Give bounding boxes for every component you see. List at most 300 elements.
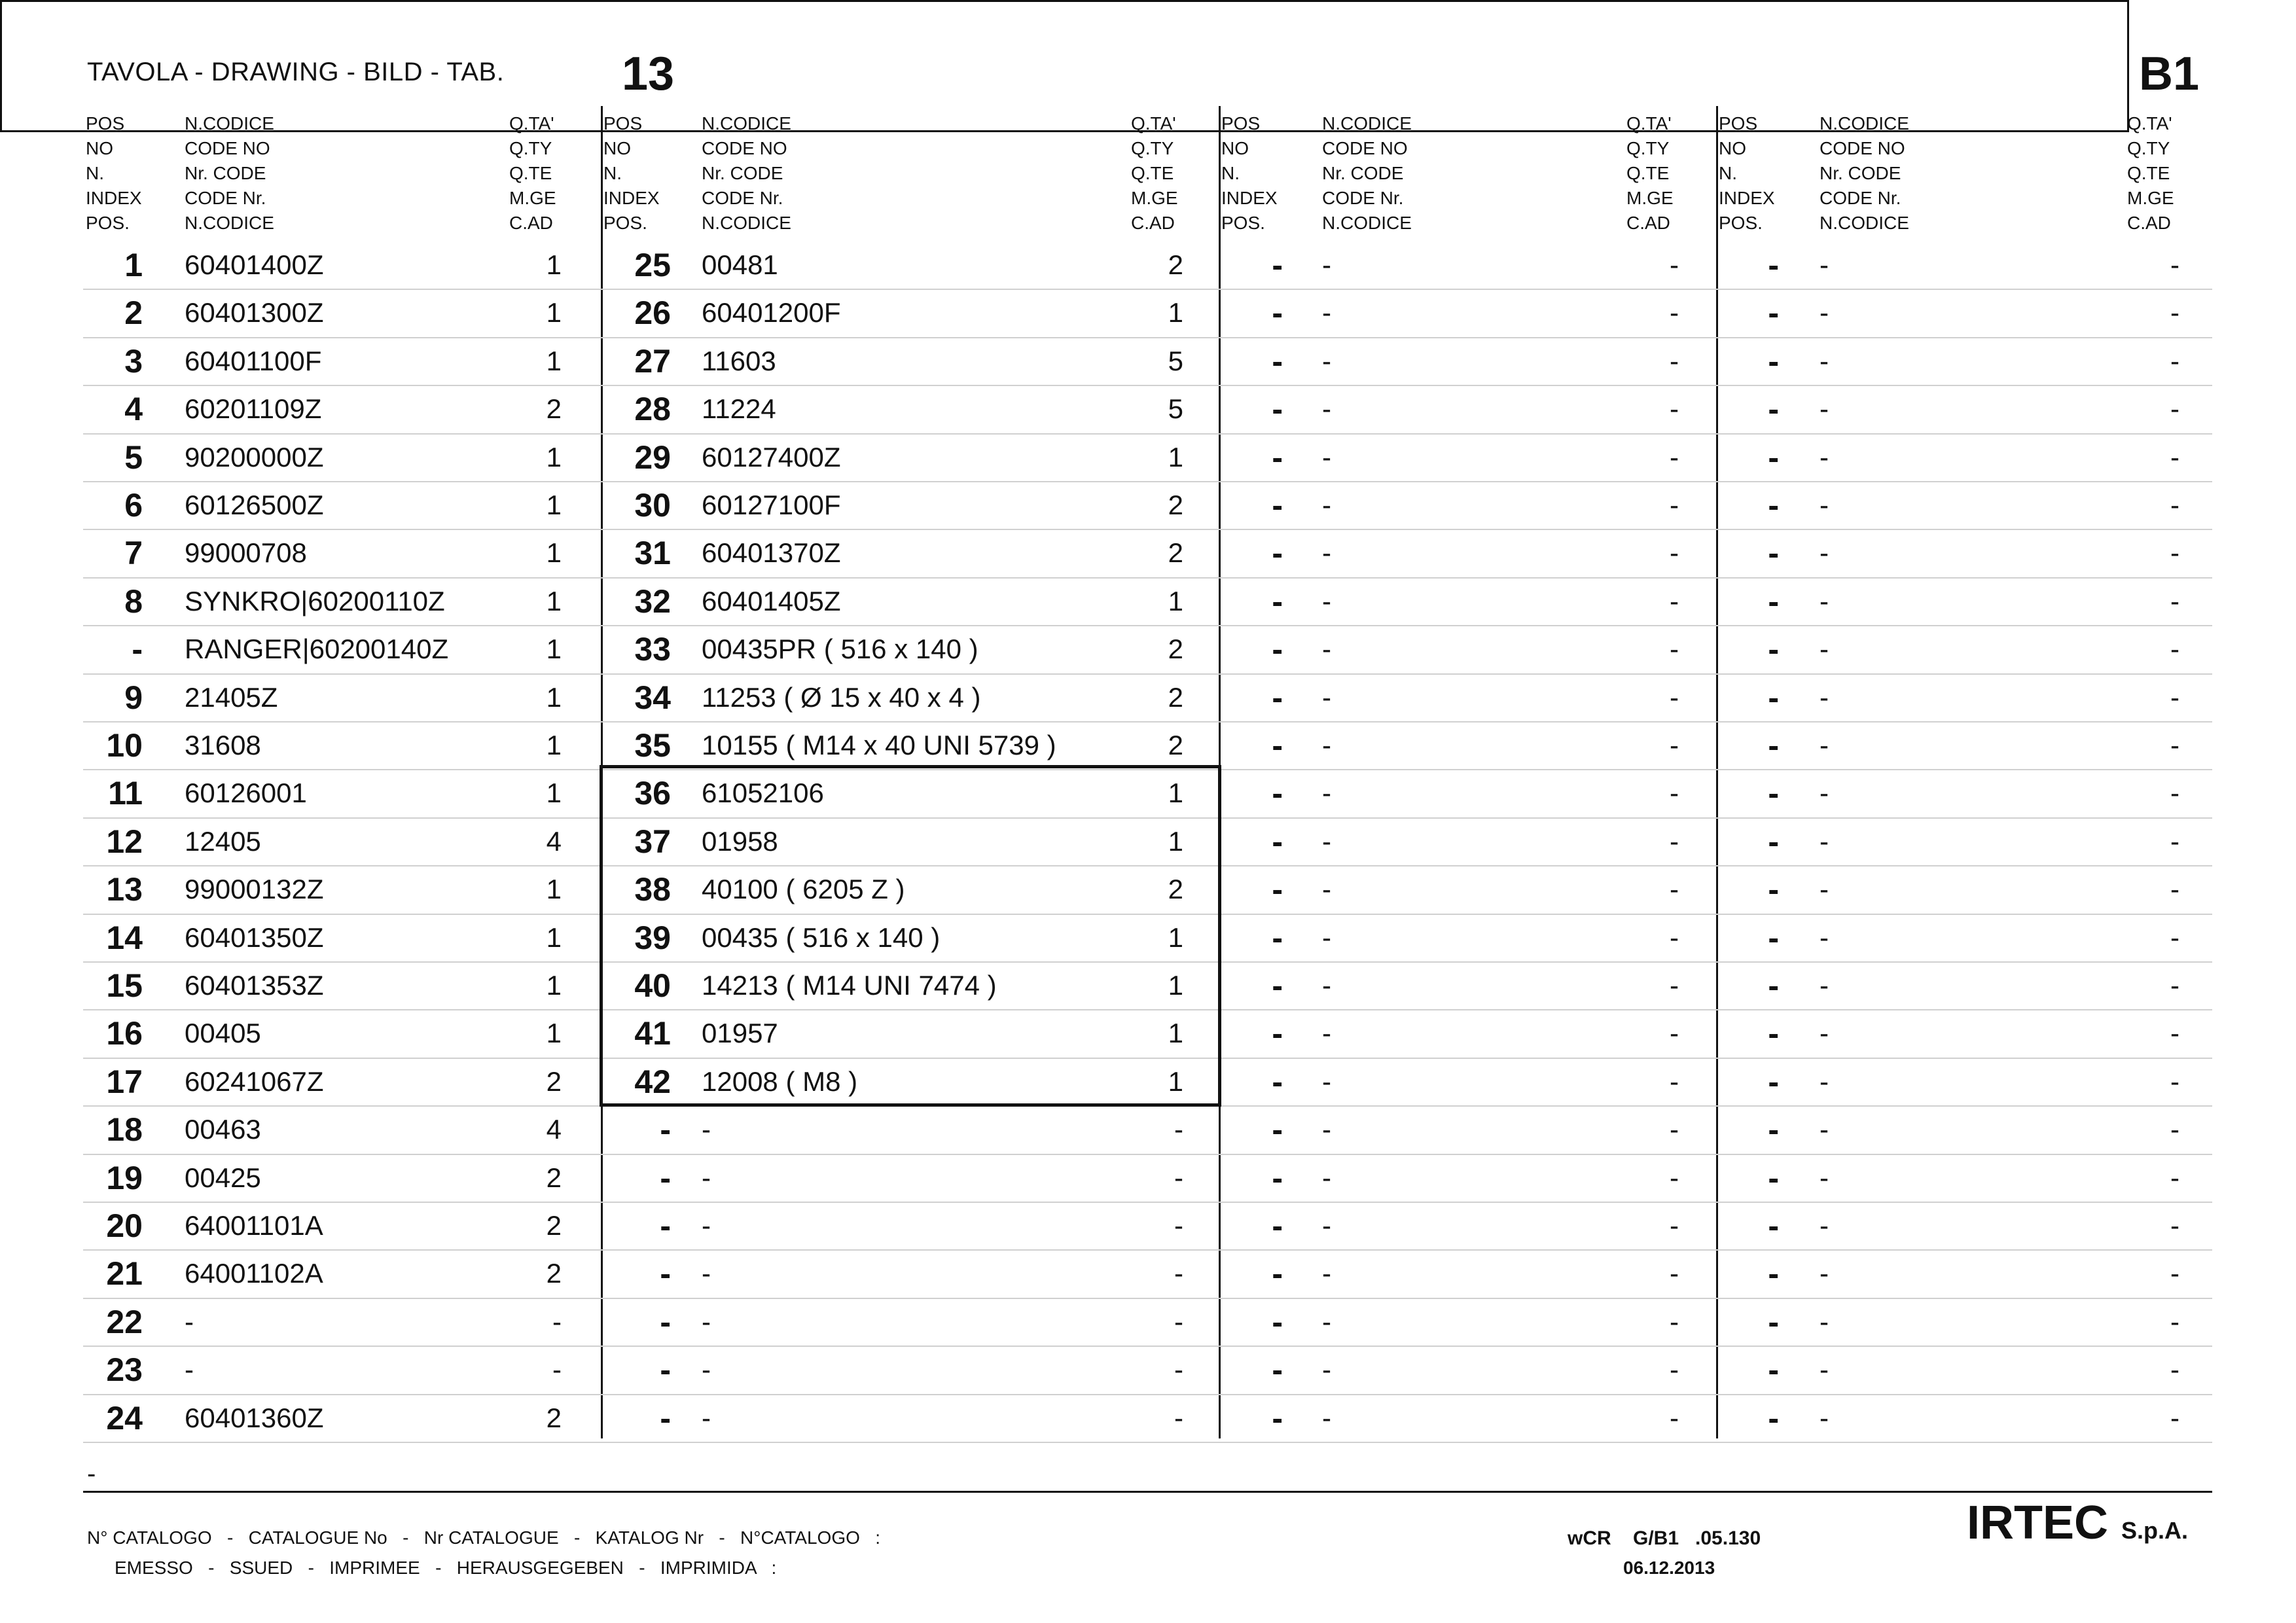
position-number: - [1768, 391, 1779, 427]
quantity: - [1174, 1402, 1183, 1433]
position-number: - [1272, 775, 1283, 812]
quantity: 1 [1168, 1018, 1183, 1048]
part-code: - [1322, 1210, 1331, 1241]
part-code: 00425 [185, 1162, 261, 1193]
quantity: 2 [1168, 249, 1183, 280]
quantity: - [2170, 970, 2179, 1001]
quantity: - [2170, 442, 2179, 473]
part-code: - [1820, 393, 1829, 424]
quantity: - [2170, 1114, 2179, 1145]
header-line: CODE NO [185, 138, 270, 158]
position-number: 9 [124, 679, 143, 716]
header-line: C.AD [509, 213, 553, 233]
part-code: - [1820, 1066, 1829, 1097]
position-number: - [1768, 919, 1779, 956]
quantity: 2 [1168, 537, 1183, 568]
part-code: - [1820, 682, 1829, 713]
row-divider [83, 1249, 2212, 1251]
position-number: 27 [634, 343, 671, 380]
quantity: - [1670, 730, 1679, 760]
quantity: - [1670, 1114, 1679, 1145]
footer-issued-line: EMESSO - SSUED - IMPRIMEE - HERAUSGEGEBEN - IMPRIMIDA : [115, 1558, 777, 1578]
part-code: RANGER|60200140Z [185, 633, 449, 664]
quantity: - [552, 1306, 562, 1337]
position-number: 13 [106, 871, 143, 908]
quantity: 1 [1168, 442, 1183, 473]
quantity: 1 [546, 922, 562, 953]
quantity: - [2170, 393, 2179, 424]
position-number: 28 [634, 391, 671, 427]
header-qty-col1 [509, 111, 556, 236]
part-code: 01958 [702, 826, 778, 857]
part-code: - [1322, 1306, 1331, 1337]
part-code: - [1820, 826, 1829, 857]
part-code: 60401100F [185, 346, 322, 376]
header-line: N.CODICE [185, 113, 274, 134]
header-line: CODE NO [1322, 138, 1408, 158]
header-line: Q.TE [2127, 163, 2170, 183]
part-code: 99000708 [185, 537, 307, 568]
quantity: - [1670, 1162, 1679, 1193]
quantity: 1 [546, 297, 562, 328]
part-code: 14213 ( M14 UNI 7474 ) [702, 970, 997, 1001]
row-divider [83, 529, 2212, 530]
header-line: INDEX [603, 188, 660, 208]
quantity: - [1670, 1354, 1679, 1385]
position-number: - [1768, 535, 1779, 571]
header-line: CODE NO [1820, 138, 1905, 158]
position-number: 15 [106, 967, 143, 1004]
quantity: - [2170, 1402, 2179, 1433]
header-line: M.GE [2127, 188, 2174, 208]
header-line: INDEX [1221, 188, 1278, 208]
quantity: - [1670, 633, 1679, 664]
quantity: 1 [546, 490, 562, 520]
quantity: - [2170, 537, 2179, 568]
position-number: - [1272, 1207, 1283, 1244]
part-code: - [702, 1210, 711, 1241]
header-line: CODE Nr. [185, 188, 266, 208]
part-code: - [1820, 1114, 1829, 1145]
part-code: - [1322, 1354, 1331, 1385]
quantity: 1 [546, 730, 562, 760]
header-line: Q.TY [2127, 138, 2170, 158]
company-name: IRTEC [1967, 1497, 2108, 1549]
part-code: SYNKRO|60200110Z [185, 586, 445, 616]
position-number: 25 [634, 247, 671, 283]
quantity: 2 [546, 1258, 562, 1289]
header-line: C.AD [1131, 213, 1175, 233]
header-pos-col3 [1221, 111, 1278, 236]
quantity: - [2170, 682, 2179, 713]
position-number: - [1272, 727, 1283, 764]
header-line: Nr. CODE [702, 163, 783, 183]
position-number: 12 [106, 823, 143, 860]
part-code: - [1820, 537, 1829, 568]
header-line: POS [1719, 113, 1758, 134]
header-code-col4 [1820, 111, 1909, 236]
quantity: 2 [1168, 490, 1183, 520]
header-line: N.CODICE [1322, 113, 1412, 134]
part-code: - [1322, 970, 1331, 1001]
part-code: - [702, 1306, 711, 1337]
position-number: 37 [634, 823, 671, 860]
part-code: - [702, 1402, 711, 1433]
header-line: POS [1221, 113, 1261, 134]
position-number: 24 [106, 1400, 143, 1436]
quantity: - [2170, 586, 2179, 616]
quantity: - [2170, 1354, 2179, 1385]
position-number: 8 [124, 583, 143, 620]
part-code: - [1322, 393, 1331, 424]
quantity: - [1670, 297, 1679, 328]
quantity: - [2170, 1306, 2179, 1337]
position-number: - [1768, 631, 1779, 668]
position-number: - [1768, 727, 1779, 764]
position-number: - [1768, 775, 1779, 812]
quantity: 2 [1168, 874, 1183, 904]
part-code: - [1820, 490, 1829, 520]
part-code: - [185, 1354, 194, 1385]
header-line: C.AD [1626, 213, 1670, 233]
part-code: 61052106 [702, 777, 824, 808]
part-code: 60401400Z [185, 249, 324, 280]
row-divider [83, 1202, 2212, 1203]
header-line: Nr. CODE [185, 163, 266, 183]
catalogue-reference: wCR G/B1 .05.130 [1568, 1527, 1761, 1549]
header-line: Nr. CODE [1322, 163, 1404, 183]
quantity: 2 [1168, 682, 1183, 713]
quantity: - [2170, 730, 2179, 760]
quantity: 2 [546, 1066, 562, 1097]
position-number: - [1272, 919, 1283, 956]
part-code: 64001101A [185, 1210, 323, 1241]
position-number: 10 [106, 727, 143, 764]
position-number: - [1272, 391, 1283, 427]
part-code: 00481 [702, 249, 778, 280]
position-number: - [660, 1304, 671, 1340]
part-code: - [1322, 1018, 1331, 1048]
position-number: 35 [634, 727, 671, 764]
position-number: - [1272, 871, 1283, 908]
quantity: - [1174, 1162, 1183, 1193]
quantity: 1 [1168, 826, 1183, 857]
quantity: - [552, 1354, 562, 1385]
position-number: 7 [124, 535, 143, 571]
part-code: - [1322, 1258, 1331, 1289]
header-line: N.CODICE [185, 213, 274, 233]
position-number: - [660, 1400, 671, 1436]
part-code: - [702, 1114, 711, 1145]
quantity: 2 [546, 393, 562, 424]
part-code: 60201109Z [185, 393, 322, 424]
position-number: - [660, 1207, 671, 1244]
position-number: 41 [634, 1015, 671, 1052]
row-divider [83, 625, 2212, 626]
part-code: - [1322, 490, 1331, 520]
position-number: - [1768, 1207, 1779, 1244]
header-line: POS. [603, 213, 647, 233]
part-code: - [1322, 1402, 1331, 1433]
part-code: - [1820, 1162, 1829, 1193]
quantity: - [1670, 537, 1679, 568]
position-number: - [1768, 823, 1779, 860]
quantity: 2 [546, 1402, 562, 1433]
quantity: 1 [1168, 297, 1183, 328]
quantity: - [2170, 490, 2179, 520]
quantity: - [1670, 1210, 1679, 1241]
header-line: POS. [1221, 213, 1265, 233]
position-number: 20 [106, 1207, 143, 1244]
position-number: 31 [634, 535, 671, 571]
quantity: - [2170, 874, 2179, 904]
part-code: - [1820, 1018, 1829, 1048]
quantity: - [1174, 1210, 1183, 1241]
quantity: 1 [546, 682, 562, 713]
position-number: - [1768, 1351, 1779, 1388]
quantity: - [2170, 1258, 2179, 1289]
part-code: 99000132Z [185, 874, 324, 904]
quantity: - [2170, 249, 2179, 280]
header-line: POS [603, 113, 643, 134]
part-code: - [702, 1162, 711, 1193]
quantity: - [2170, 1162, 2179, 1193]
part-code: - [1322, 922, 1331, 953]
part-code: 60401200F [702, 297, 841, 328]
position-number: 33 [634, 631, 671, 668]
position-number: 23 [106, 1351, 143, 1388]
row-divider [83, 289, 2212, 290]
quantity: 1 [546, 1018, 562, 1048]
header-line: Q.TA' [2127, 113, 2172, 134]
part-code: - [1322, 1114, 1331, 1145]
position-number: - [1272, 1063, 1283, 1100]
quantity: 1 [546, 874, 562, 904]
position-number: - [1272, 967, 1283, 1004]
position-number: 26 [634, 294, 671, 331]
header-line: N.CODICE [1820, 113, 1909, 134]
quantity: - [1174, 1258, 1183, 1289]
header-qty-col4 [2127, 111, 2174, 236]
part-code: - [1820, 633, 1829, 664]
part-code: 12008 ( M8 ) [702, 1066, 858, 1097]
row-divider [83, 433, 2212, 435]
quantity: 1 [1168, 970, 1183, 1001]
part-code: - [702, 1354, 711, 1385]
position-number: - [1768, 343, 1779, 380]
quantity: 1 [546, 249, 562, 280]
quantity: - [1670, 586, 1679, 616]
position-number: - [660, 1111, 671, 1148]
part-code: 00405 [185, 1018, 261, 1048]
position-number: - [660, 1351, 671, 1388]
position-number: 18 [106, 1111, 143, 1148]
quantity: - [2170, 777, 2179, 808]
part-code: 60401350Z [185, 922, 324, 953]
part-code: 11224 [702, 393, 776, 424]
header-line: N.CODICE [702, 213, 791, 233]
quantity: 4 [546, 1114, 562, 1145]
part-code: 60401300Z [185, 297, 324, 328]
position-number: - [1768, 1304, 1779, 1340]
row-divider [83, 1346, 2212, 1347]
quantity: - [1670, 970, 1679, 1001]
quantity: - [1670, 1402, 1679, 1433]
quantity: - [1670, 777, 1679, 808]
part-code: - [1322, 297, 1331, 328]
part-code: - [1820, 442, 1829, 473]
row-divider [83, 1298, 2212, 1299]
part-code: - [1820, 874, 1829, 904]
quantity: 1 [546, 633, 562, 664]
quantity: 2 [546, 1162, 562, 1193]
header-code-col2 [702, 111, 791, 236]
part-code: 60401370Z [702, 537, 841, 568]
position-number: 17 [106, 1063, 143, 1100]
header-line: N. [1221, 163, 1240, 183]
header-line: Q.TA' [509, 113, 554, 134]
quantity: - [2170, 922, 2179, 953]
quantity: - [1670, 249, 1679, 280]
header-line: NO [603, 138, 631, 158]
header-line: M.GE [1626, 188, 1674, 208]
position-number: - [1768, 294, 1779, 331]
quantity: - [2170, 346, 2179, 376]
quantity: - [2170, 1066, 2179, 1097]
header-qty-col3 [1626, 111, 1674, 236]
row-divider [83, 1442, 2212, 1443]
header-pos-col1 [86, 111, 142, 236]
quantity: - [1670, 393, 1679, 424]
drawing-number: 13 [622, 48, 675, 100]
header-line: Q.TY [1626, 138, 1670, 158]
quantity: 5 [1168, 346, 1183, 376]
quantity: - [1670, 490, 1679, 520]
part-code: 60401360Z [185, 1402, 324, 1433]
quantity: 1 [546, 970, 562, 1001]
quantity: - [2170, 633, 2179, 664]
position-number: 6 [124, 487, 143, 524]
position-number: 21 [106, 1255, 143, 1292]
position-number: 30 [634, 487, 671, 524]
footer-divider [83, 1491, 2212, 1493]
quantity: 1 [546, 586, 562, 616]
part-code: 40100 ( 6205 Z ) [702, 874, 905, 904]
position-number: - [1272, 535, 1283, 571]
position-number: 14 [106, 919, 143, 956]
part-code: 21405Z [185, 682, 278, 713]
part-code: - [1322, 777, 1331, 808]
part-code: 00435 ( 516 x 140 ) [702, 922, 941, 953]
position-number: - [1272, 583, 1283, 620]
part-code: - [1820, 777, 1829, 808]
position-number: - [1272, 343, 1283, 380]
quantity: - [1670, 1066, 1679, 1097]
position-number: - [660, 1160, 671, 1196]
drawing-title: TAVOLA - DRAWING - BILD - TAB. [87, 58, 505, 86]
part-code: 60401405Z [702, 586, 841, 616]
part-code: 60127100F [702, 490, 841, 520]
quantity: 1 [1168, 586, 1183, 616]
header-line: C.AD [2127, 213, 2171, 233]
header-line: N. [603, 163, 622, 183]
quantity: - [1670, 826, 1679, 857]
part-code: 10155 ( M14 x 40 UNI 5739 ) [702, 730, 1056, 760]
part-code: - [1820, 297, 1829, 328]
part-code: - [1322, 682, 1331, 713]
position-number: - [1272, 679, 1283, 716]
row-divider [83, 673, 2212, 675]
position-number: 5 [124, 439, 143, 476]
header-line: Q.TA' [1131, 113, 1176, 134]
position-number: - [1768, 967, 1779, 1004]
header-line: N.CODICE [702, 113, 791, 134]
part-code: 01957 [702, 1018, 778, 1048]
header-code-col3 [1322, 111, 1412, 236]
part-code: 60126001 [185, 777, 307, 808]
row-divider [83, 385, 2212, 386]
position-number: - [1768, 1160, 1779, 1196]
part-code: 90200000Z [185, 442, 324, 473]
header-line: N. [86, 163, 104, 183]
quantity: 1 [546, 442, 562, 473]
header-line: Q.TY [509, 138, 552, 158]
header-line: POS [86, 113, 125, 134]
part-code: - [1322, 633, 1331, 664]
part-code: 11253 ( Ø 15 x 40 x 4 ) [702, 682, 981, 713]
position-number: 16 [106, 1015, 143, 1052]
quantity: - [2170, 826, 2179, 857]
quantity: - [1670, 874, 1679, 904]
row-divider [83, 721, 2212, 722]
header-line: INDEX [1719, 188, 1775, 208]
position-number: - [1768, 247, 1779, 283]
quantity: 1 [1168, 1066, 1183, 1097]
position-number: 40 [634, 967, 671, 1004]
position-number: - [1272, 1255, 1283, 1292]
quantity: - [2170, 1210, 2179, 1241]
position-number: 39 [634, 919, 671, 956]
part-code: 60126500Z [185, 490, 324, 520]
part-code: - [1820, 1402, 1829, 1433]
position-number: - [1768, 871, 1779, 908]
quantity: 1 [1168, 777, 1183, 808]
header-pos-col4 [1719, 111, 1775, 236]
issue-date: 06.12.2013 [1623, 1558, 1715, 1578]
position-number: - [1272, 294, 1283, 331]
position-number: - [1768, 679, 1779, 716]
position-number: 11 [108, 775, 143, 812]
quantity: 1 [546, 537, 562, 568]
header-code-col1 [185, 111, 274, 236]
header-line: NO [86, 138, 113, 158]
part-code: 12405 [185, 826, 261, 857]
header-line: N. [1719, 163, 1737, 183]
row-divider [83, 577, 2212, 579]
part-code: - [1820, 249, 1829, 280]
part-code: - [1820, 586, 1829, 616]
part-code: - [1322, 730, 1331, 760]
quantity: - [1670, 922, 1679, 953]
part-code: 60241067Z [185, 1066, 324, 1097]
header-line: CODE Nr. [1322, 188, 1404, 208]
quantity: 1 [1168, 922, 1183, 953]
position-number: - [1768, 1111, 1779, 1148]
position-number: - [1272, 247, 1283, 283]
quantity: 2 [546, 1210, 562, 1241]
quantity: - [2170, 1018, 2179, 1048]
position-number: - [1768, 1255, 1779, 1292]
